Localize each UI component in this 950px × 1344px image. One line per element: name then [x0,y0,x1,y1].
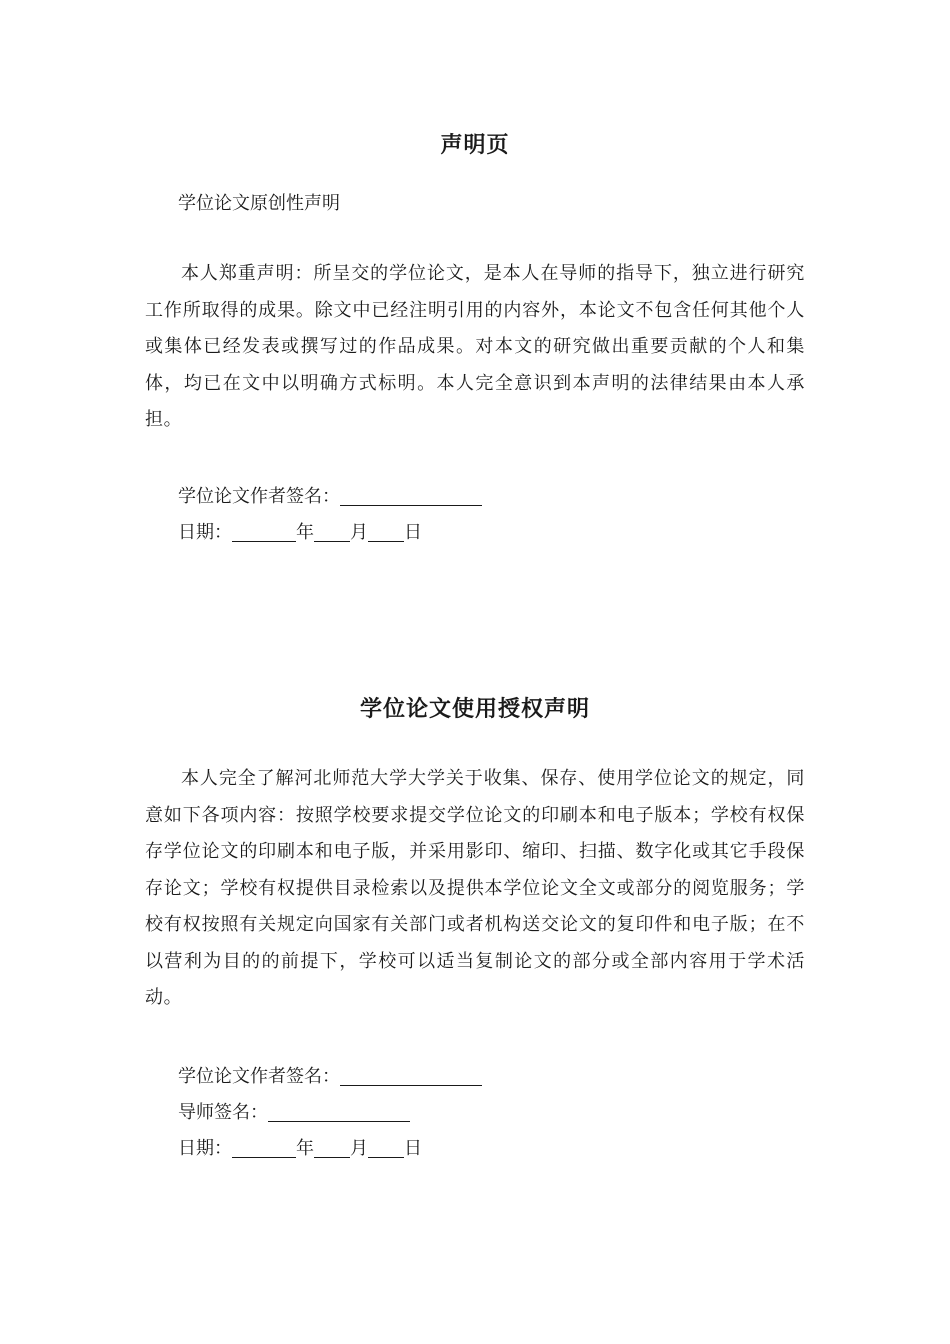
date-line-1 [178,521,422,545]
date-label: 日期： [178,1138,232,1159]
day-label: 日 [404,1138,422,1159]
year-label: 年 [296,522,314,543]
year-blank[interactable] [232,1139,296,1158]
author-signature-blank[interactable] [340,1067,482,1086]
supervisor-signature-line [178,1101,410,1125]
month-blank[interactable] [314,1139,350,1158]
declaration-title: 声明页 [440,133,510,158]
date-label: 日期： [178,522,232,543]
authorization-paragraph: 本人完全了解河北师范大学大学关于收集、保存、使用学位论文的规定，同意如下各项内容：按照学校要求提交学位论文的印刷本和电子版本；学校有权保存学位论文的印刷本和电子版，并采用影印、缩印、扫描、数字化或其它手段保存论文；学校有权提供目录检索以及提供本学位论文全文或部分的阅览服务；学校有权按照有关规定向国家有关部门或者机构送交论文的复印件和电子版；在不以营利为目的的前提下，学校可以适当复制论文的部分或全部内容用于学术活动。 [145,768,805,1008]
author-signature-line-2 [178,1065,482,1089]
supervisor-signature-blank[interactable] [268,1103,410,1122]
supervisor-signature-label: 导师签名： [178,1102,268,1123]
month-label: 月 [350,522,368,543]
month-blank[interactable] [314,523,350,542]
day-blank[interactable] [368,1139,404,1158]
month-label: 月 [350,1138,368,1159]
originality-paragraph: 本人郑重声明：所呈交的学位论文，是本人在导师的指导下，独立进行研究工作所取得的成果。除文中已经注明引用的内容外，本论文不包含任何其他个人或集体已经发表或撰写过的作品成果。对本文的研究做出重要贡献的个人和集体，均已在文中以明确方式标明。本人完全意识到本声明的法律结果由本人承担。 [145,263,805,430]
originality-subtitle: 学位论文原创性声明 [178,193,340,214]
year-label: 年 [296,1138,314,1159]
author-signature-blank[interactable] [340,487,482,506]
day-blank[interactable] [368,523,404,542]
author-signature-label: 学位论文作者签名： [178,1066,340,1087]
day-label: 日 [404,522,422,543]
author-signature-line-1 [178,485,482,509]
date-line-2 [178,1137,422,1161]
author-signature-label: 学位论文作者签名： [178,486,340,507]
year-blank[interactable] [232,523,296,542]
authorization-title: 学位论文使用授权声明 [359,697,590,722]
